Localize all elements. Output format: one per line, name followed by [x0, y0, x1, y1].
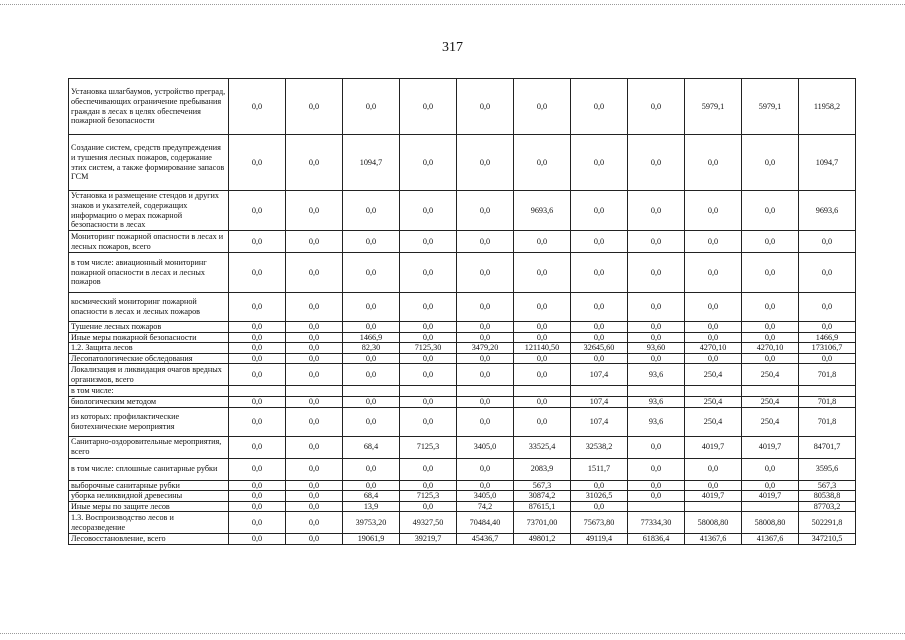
value-cell: 0,0	[742, 353, 799, 364]
value-cell: 0,0	[742, 135, 799, 191]
value-cell: 74,2	[457, 501, 514, 512]
value-cell: 0,0	[799, 293, 856, 322]
value-cell: 41367,6	[742, 534, 799, 545]
value-cell: 58008,80	[742, 512, 799, 534]
value-cell: 0,0	[457, 353, 514, 364]
value-cell: 250,4	[685, 364, 742, 386]
value-cell	[685, 386, 742, 397]
value-cell: 0,0	[286, 501, 343, 512]
value-cell: 0,0	[742, 293, 799, 322]
value-cell: 0,0	[400, 353, 457, 364]
table-row	[69, 353, 856, 364]
row-name-cell: 1.2. Защита лесов	[69, 343, 229, 354]
value-cell: 0,0	[286, 231, 343, 253]
value-cell: 0,0	[457, 191, 514, 231]
value-cell	[742, 501, 799, 512]
value-cell: 1466,9	[799, 332, 856, 343]
table-row	[69, 386, 856, 397]
value-cell: 39219,7	[400, 534, 457, 545]
value-cell: 0,0	[628, 293, 685, 322]
value-cell: 4270,10	[742, 343, 799, 354]
row-name-cell: в том числе: авиационный мониторинг пожарной опасности в лесах и лесных пожаров	[69, 253, 229, 293]
value-cell: 0,0	[571, 231, 628, 253]
value-cell: 4019,7	[742, 491, 799, 502]
table-row	[69, 512, 856, 534]
value-cell: 0,0	[286, 534, 343, 545]
value-cell: 0,0	[742, 253, 799, 293]
value-cell: 0,0	[628, 458, 685, 480]
table-body	[69, 79, 856, 545]
value-cell: 82,30	[343, 343, 400, 354]
value-cell: 32538,2	[571, 436, 628, 458]
value-cell: 0,0	[229, 191, 286, 231]
table-row	[69, 436, 856, 458]
value-cell: 0,0	[457, 332, 514, 343]
value-cell: 0,0	[457, 407, 514, 436]
value-cell: 0,0	[514, 322, 571, 333]
row-name-cell: Санитарно-оздоровительные мероприятия, всего	[69, 436, 229, 458]
value-cell: 0,0	[400, 364, 457, 386]
value-cell: 3479,20	[457, 343, 514, 354]
row-name-cell: в том числе: сплошные санитарные рубки	[69, 458, 229, 480]
budget-table	[68, 78, 856, 545]
row-name-cell: космический мониторинг пожарной опасности в лесах и лесных пожаров	[69, 293, 229, 322]
value-cell: 0,0	[229, 231, 286, 253]
value-cell: 0,0	[400, 322, 457, 333]
value-cell: 61836,4	[628, 534, 685, 545]
value-cell: 0,0	[229, 501, 286, 512]
value-cell: 0,0	[628, 191, 685, 231]
value-cell: 0,0	[799, 253, 856, 293]
value-cell: 701,8	[799, 407, 856, 436]
value-cell	[343, 386, 400, 397]
table-row	[69, 458, 856, 480]
value-cell: 0,0	[286, 135, 343, 191]
value-cell: 0,0	[343, 79, 400, 135]
value-cell: 49119,4	[571, 534, 628, 545]
value-cell: 0,0	[742, 322, 799, 333]
value-cell: 0,0	[514, 293, 571, 322]
top-scan-edge	[0, 4, 905, 6]
value-cell: 33525,4	[514, 436, 571, 458]
value-cell: 0,0	[343, 293, 400, 322]
value-cell: 0,0	[400, 396, 457, 407]
value-cell	[742, 386, 799, 397]
value-cell: 0,0	[457, 322, 514, 333]
value-cell: 0,0	[514, 231, 571, 253]
table-row	[69, 253, 856, 293]
value-cell: 0,0	[457, 135, 514, 191]
value-cell: 31026,5	[571, 491, 628, 502]
value-cell: 1466,9	[343, 332, 400, 343]
value-cell: 250,4	[685, 396, 742, 407]
value-cell: 0,0	[286, 407, 343, 436]
value-cell: 0,0	[343, 407, 400, 436]
value-cell	[571, 386, 628, 397]
value-cell: 0,0	[286, 322, 343, 333]
value-cell: 93,6	[628, 364, 685, 386]
value-cell: 0,0	[229, 135, 286, 191]
value-cell: 0,0	[742, 231, 799, 253]
value-cell: 0,0	[343, 322, 400, 333]
value-cell: 0,0	[514, 135, 571, 191]
value-cell: 13,9	[343, 501, 400, 512]
value-cell: 4270,10	[685, 343, 742, 354]
value-cell: 0,0	[628, 322, 685, 333]
value-cell	[628, 501, 685, 512]
value-cell: 0,0	[571, 332, 628, 343]
value-cell: 5979,1	[742, 79, 799, 135]
table-row	[69, 191, 856, 231]
value-cell: 0,0	[571, 253, 628, 293]
value-cell: 0,0	[628, 79, 685, 135]
value-cell: 84701,7	[799, 436, 856, 458]
value-cell: 250,4	[685, 407, 742, 436]
table-row	[69, 231, 856, 253]
value-cell: 0,0	[229, 322, 286, 333]
table-row	[69, 407, 856, 436]
value-cell: 0,0	[343, 458, 400, 480]
value-cell: 0,0	[685, 135, 742, 191]
value-cell: 0,0	[571, 191, 628, 231]
value-cell: 0,0	[286, 191, 343, 231]
value-cell: 87615,1	[514, 501, 571, 512]
value-cell: 0,0	[229, 480, 286, 491]
value-cell: 0,0	[742, 480, 799, 491]
row-name-cell: из которых: профилактические биотехнические мероприятия	[69, 407, 229, 436]
value-cell: 250,4	[742, 364, 799, 386]
value-cell: 68,4	[343, 491, 400, 502]
value-cell	[229, 386, 286, 397]
value-cell: 0,0	[514, 407, 571, 436]
value-cell: 45436,7	[457, 534, 514, 545]
table-row	[69, 322, 856, 333]
bottom-scan-edge	[0, 633, 905, 635]
value-cell: 0,0	[685, 480, 742, 491]
value-cell	[628, 386, 685, 397]
value-cell: 0,0	[400, 135, 457, 191]
value-cell: 0,0	[400, 191, 457, 231]
value-cell: 0,0	[400, 79, 457, 135]
row-name-cell: 1.3. Воспроизводство лесов и лесоразведение	[69, 512, 229, 534]
value-cell: 87703,2	[799, 501, 856, 512]
value-cell: 107,4	[571, 396, 628, 407]
value-cell: 9693,6	[799, 191, 856, 231]
value-cell: 0,0	[514, 364, 571, 386]
value-cell: 4019,7	[685, 436, 742, 458]
value-cell: 0,0	[229, 534, 286, 545]
value-cell: 0,0	[457, 458, 514, 480]
value-cell: 0,0	[514, 396, 571, 407]
value-cell: 0,0	[229, 491, 286, 502]
budget-table-container	[68, 78, 856, 545]
value-cell: 32645,60	[571, 343, 628, 354]
value-cell: 80538,8	[799, 491, 856, 502]
value-cell: 0,0	[514, 332, 571, 343]
value-cell: 0,0	[343, 191, 400, 231]
value-cell: 0,0	[742, 458, 799, 480]
value-cell: 1511,7	[571, 458, 628, 480]
value-cell: 73701,00	[514, 512, 571, 534]
value-cell: 0,0	[343, 364, 400, 386]
value-cell: 0,0	[514, 353, 571, 364]
row-name-cell: в том числе:	[69, 386, 229, 397]
table-row	[69, 79, 856, 135]
table-row	[69, 332, 856, 343]
value-cell: 0,0	[343, 231, 400, 253]
value-cell: 0,0	[286, 79, 343, 135]
page-number: 317	[442, 40, 463, 55]
value-cell: 0,0	[457, 480, 514, 491]
value-cell: 0,0	[628, 231, 685, 253]
value-cell: 0,0	[628, 491, 685, 502]
value-cell: 567,3	[799, 480, 856, 491]
row-name-cell: Установка шлагбаумов, устройство преград, обеспечивающих ограничение пребывания граждан в лесах в целях обеспечения пожарной безопасности	[69, 79, 229, 135]
value-cell: 0,0	[457, 293, 514, 322]
value-cell: 93,6	[628, 396, 685, 407]
row-name-cell: Тушение лесных пожаров	[69, 322, 229, 333]
value-cell: 41367,6	[685, 534, 742, 545]
value-cell: 19061,9	[343, 534, 400, 545]
value-cell: 0,0	[685, 332, 742, 343]
value-cell: 77334,30	[628, 512, 685, 534]
value-cell: 0,0	[286, 491, 343, 502]
value-cell: 0,0	[400, 501, 457, 512]
value-cell: 0,0	[514, 79, 571, 135]
value-cell: 75673,80	[571, 512, 628, 534]
row-name-cell: уборка неликвидной древесины	[69, 491, 229, 502]
value-cell: 0,0	[400, 480, 457, 491]
value-cell: 701,8	[799, 364, 856, 386]
value-cell: 39753,20	[343, 512, 400, 534]
value-cell: 0,0	[571, 322, 628, 333]
value-cell: 1094,7	[799, 135, 856, 191]
value-cell: 0,0	[400, 231, 457, 253]
row-name-cell: Иные меры по защите лесов	[69, 501, 229, 512]
value-cell: 0,0	[685, 353, 742, 364]
value-cell: 0,0	[571, 501, 628, 512]
value-cell: 30874,2	[514, 491, 571, 502]
value-cell	[286, 386, 343, 397]
value-cell: 0,0	[742, 332, 799, 343]
value-cell: 0,0	[229, 79, 286, 135]
value-cell: 0,0	[685, 253, 742, 293]
value-cell: 0,0	[628, 135, 685, 191]
value-cell: 0,0	[571, 79, 628, 135]
value-cell: 7125,3	[400, 491, 457, 502]
value-cell: 0,0	[229, 396, 286, 407]
table-row	[69, 480, 856, 491]
value-cell: 0,0	[799, 231, 856, 253]
value-cell: 0,0	[229, 407, 286, 436]
value-cell: 0,0	[799, 322, 856, 333]
value-cell: 0,0	[571, 353, 628, 364]
value-cell: 0,0	[628, 480, 685, 491]
value-cell: 0,0	[685, 458, 742, 480]
value-cell: 0,0	[286, 364, 343, 386]
value-cell: 49327,50	[400, 512, 457, 534]
value-cell: 49801,2	[514, 534, 571, 545]
value-cell: 1094,7	[343, 135, 400, 191]
value-cell: 0,0	[229, 436, 286, 458]
value-cell: 502291,8	[799, 512, 856, 534]
value-cell: 0,0	[286, 480, 343, 491]
value-cell: 250,4	[742, 396, 799, 407]
table-row	[69, 364, 856, 386]
value-cell: 0,0	[571, 480, 628, 491]
value-cell: 0,0	[685, 293, 742, 322]
value-cell	[400, 386, 457, 397]
table-row	[69, 491, 856, 502]
value-cell: 11958,2	[799, 79, 856, 135]
value-cell: 0,0	[229, 512, 286, 534]
value-cell: 0,0	[457, 79, 514, 135]
value-cell: 0,0	[628, 353, 685, 364]
value-cell: 0,0	[229, 353, 286, 364]
value-cell: 0,0	[286, 293, 343, 322]
value-cell: 0,0	[286, 332, 343, 343]
table-row	[69, 396, 856, 407]
value-cell: 93,60	[628, 343, 685, 354]
value-cell: 0,0	[400, 293, 457, 322]
value-cell: 0,0	[400, 458, 457, 480]
value-cell: 0,0	[457, 396, 514, 407]
value-cell	[514, 386, 571, 397]
value-cell: 0,0	[343, 353, 400, 364]
row-name-cell: Установка и размещение стендов и других знаков и указателей, содержащих информацию о мерах пожарной безопасности в лесах	[69, 191, 229, 231]
row-name-cell: биологическим методом	[69, 396, 229, 407]
value-cell: 70484,40	[457, 512, 514, 534]
value-cell: 0,0	[400, 407, 457, 436]
value-cell	[685, 501, 742, 512]
value-cell: 0,0	[229, 364, 286, 386]
value-cell: 0,0	[400, 332, 457, 343]
value-cell: 0,0	[685, 191, 742, 231]
value-cell: 2083,9	[514, 458, 571, 480]
value-cell: 0,0	[286, 396, 343, 407]
value-cell: 0,0	[286, 512, 343, 534]
value-cell: 5979,1	[685, 79, 742, 135]
value-cell: 0,0	[514, 253, 571, 293]
value-cell: 250,4	[742, 407, 799, 436]
value-cell: 0,0	[571, 293, 628, 322]
value-cell: 701,8	[799, 396, 856, 407]
value-cell: 68,4	[343, 436, 400, 458]
value-cell: 0,0	[685, 231, 742, 253]
value-cell: 0,0	[628, 436, 685, 458]
value-cell: 0,0	[799, 353, 856, 364]
value-cell: 0,0	[286, 458, 343, 480]
value-cell: 567,3	[514, 480, 571, 491]
value-cell: 7125,30	[400, 343, 457, 354]
row-name-cell: Создание систем, средств предупреждения и тушения лесных пожаров, содержание этих систем, а также формирование запасов ГСМ	[69, 135, 229, 191]
value-cell: 0,0	[343, 253, 400, 293]
value-cell: 173106,7	[799, 343, 856, 354]
row-name-cell: Мониторинг пожарной опасности в лесах и лесных пожаров, всего	[69, 231, 229, 253]
value-cell: 0,0	[457, 231, 514, 253]
value-cell: 0,0	[685, 322, 742, 333]
row-name-cell: Локализация и ликвидация очагов вредных организмов, всего	[69, 364, 229, 386]
value-cell: 0,0	[229, 293, 286, 322]
value-cell: 0,0	[286, 436, 343, 458]
value-cell	[799, 386, 856, 397]
value-cell: 0,0	[400, 253, 457, 293]
value-cell: 107,4	[571, 407, 628, 436]
value-cell: 0,0	[229, 458, 286, 480]
value-cell: 0,0	[571, 135, 628, 191]
value-cell: 347210,5	[799, 534, 856, 545]
value-cell: 93,6	[628, 407, 685, 436]
value-cell: 0,0	[457, 364, 514, 386]
value-cell: 107,4	[571, 364, 628, 386]
value-cell: 0,0	[742, 191, 799, 231]
value-cell: 3405,0	[457, 491, 514, 502]
value-cell: 0,0	[286, 343, 343, 354]
value-cell: 0,0	[628, 332, 685, 343]
value-cell: 9693,6	[514, 191, 571, 231]
value-cell	[457, 386, 514, 397]
value-cell: 0,0	[229, 253, 286, 293]
table-row	[69, 135, 856, 191]
row-name-cell: Иные меры пожарной безопасности	[69, 332, 229, 343]
table-row	[69, 343, 856, 354]
value-cell: 0,0	[229, 343, 286, 354]
value-cell: 121140,50	[514, 343, 571, 354]
table-row	[69, 293, 856, 322]
value-cell: 0,0	[343, 480, 400, 491]
row-name-cell: Лесовосстановление, всего	[69, 534, 229, 545]
value-cell: 4019,7	[742, 436, 799, 458]
value-cell: 3595,6	[799, 458, 856, 480]
value-cell: 58008,80	[685, 512, 742, 534]
value-cell: 0,0	[286, 253, 343, 293]
value-cell: 0,0	[286, 353, 343, 364]
table-row	[69, 501, 856, 512]
row-name-cell: Лесопатологические обследования	[69, 353, 229, 364]
value-cell: 7125,3	[400, 436, 457, 458]
value-cell: 0,0	[229, 332, 286, 343]
table-row	[69, 534, 856, 545]
value-cell: 3405,0	[457, 436, 514, 458]
value-cell: 4019,7	[685, 491, 742, 502]
value-cell: 0,0	[628, 253, 685, 293]
value-cell: 0,0	[343, 396, 400, 407]
value-cell: 0,0	[457, 253, 514, 293]
row-name-cell: выборочные санитарные рубки	[69, 480, 229, 491]
